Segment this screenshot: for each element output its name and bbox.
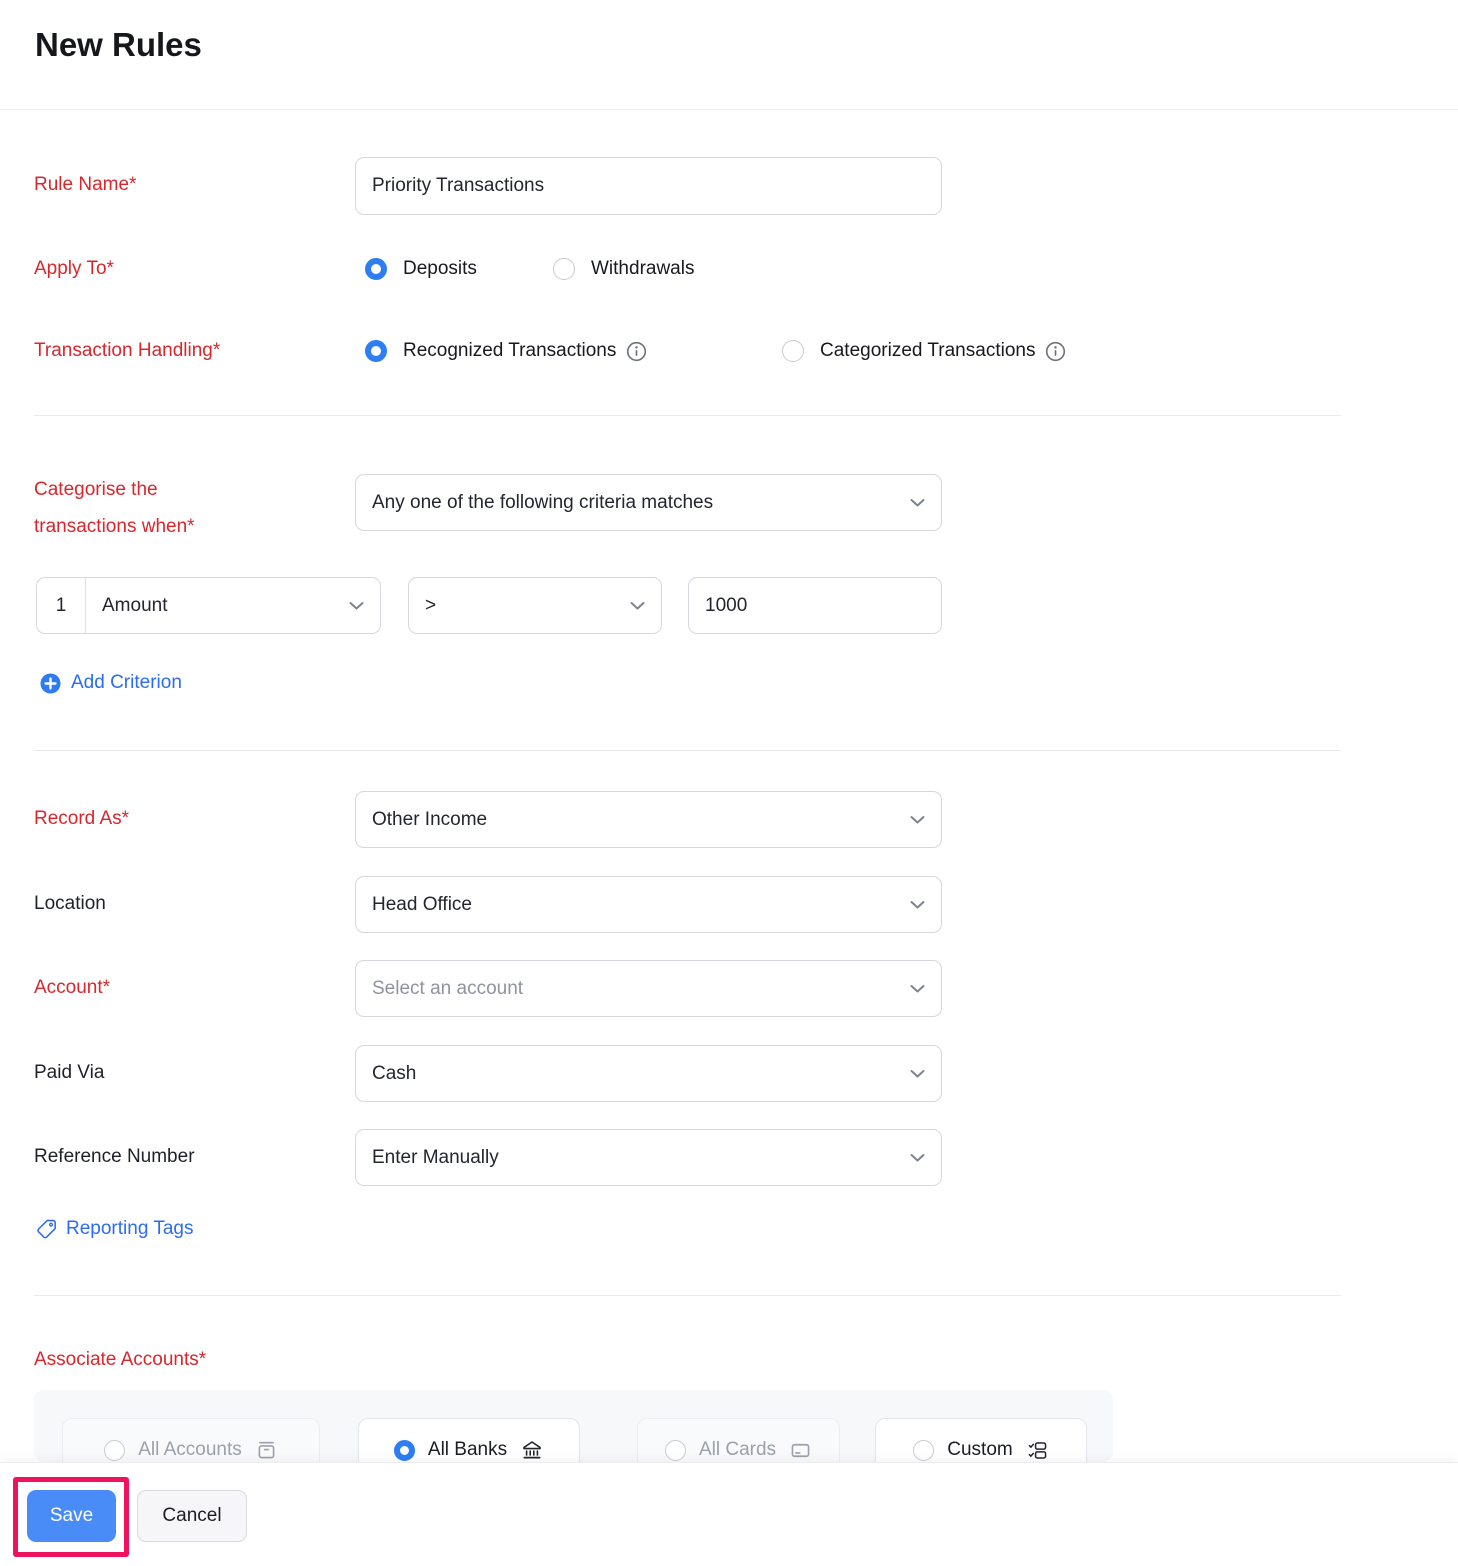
- radio-selected-icon[interactable]: [394, 1440, 415, 1461]
- reporting-tags-link[interactable]: [36, 1218, 193, 1240]
- account-label: Account*: [34, 977, 111, 998]
- apply-to-label: Apply To*: [34, 258, 114, 279]
- chevron-down-icon: [630, 601, 645, 610]
- section-divider: [34, 415, 1341, 416]
- all-accounts-icon: [255, 1439, 278, 1462]
- radio-unselected-icon[interactable]: [782, 340, 804, 362]
- record-as-label: Record As*: [34, 808, 130, 829]
- criterion-field-select[interactable]: [86, 578, 380, 633]
- rule-name-label: Rule Name*: [34, 174, 137, 195]
- categorise-when-label-line1: Categorise the: [34, 479, 158, 500]
- option-custom[interactable]: [875, 1418, 1087, 1462]
- radio-unselected-icon[interactable]: [913, 1440, 934, 1461]
- location-select[interactable]: [355, 876, 942, 933]
- associate-accounts-label: Associate Accounts*: [34, 1349, 207, 1370]
- reference-number-label: Reference Number: [34, 1146, 195, 1167]
- location-value: Head Office: [372, 893, 472, 915]
- radio-recognized-label: Recognized Transactions: [403, 340, 617, 361]
- custom-list-icon: [1026, 1439, 1049, 1462]
- save-button[interactable]: Save: [27, 1490, 116, 1542]
- add-circle-icon: [40, 673, 61, 694]
- option-all-banks[interactable]: [358, 1418, 580, 1462]
- transaction-handling-radio-group: [365, 339, 1066, 363]
- all-accounts-label: All Accounts: [138, 1439, 242, 1460]
- reporting-tags-label: Reporting Tags: [66, 1218, 194, 1239]
- section-divider: [34, 1295, 1341, 1296]
- option-all-accounts[interactable]: [62, 1418, 320, 1462]
- chevron-down-icon: [349, 601, 364, 610]
- criterion-value-input[interactable]: [688, 577, 942, 634]
- paid-via-label: Paid Via: [34, 1062, 105, 1083]
- chevron-down-icon: [910, 498, 925, 507]
- paid-via-select[interactable]: [355, 1045, 942, 1102]
- section-divider: [34, 750, 1341, 751]
- radio-categorized-label: Categorized Transactions: [820, 340, 1036, 361]
- criteria-match-type-value: Any one of the following criteria matches: [372, 491, 714, 513]
- criterion-comparator-select[interactable]: [408, 577, 662, 634]
- location-label: Location: [34, 893, 106, 914]
- radio-selected-icon[interactable]: [365, 340, 387, 362]
- add-criterion-link[interactable]: [40, 672, 182, 694]
- apply-to-radio-group: [365, 257, 694, 281]
- radio-deposits-label: Deposits: [403, 258, 477, 279]
- all-cards-label: All Cards: [698, 1439, 777, 1460]
- criterion-comparator-value: >: [425, 594, 437, 616]
- transaction-handling-label: Transaction Handling*: [34, 340, 221, 361]
- chevron-down-icon: [910, 1153, 925, 1162]
- categorise-when-label-line2: transactions when*: [34, 516, 195, 537]
- chevron-down-icon: [910, 815, 925, 824]
- criterion-field-value: Amount: [102, 594, 168, 616]
- radio-withdrawals[interactable]: [553, 258, 694, 280]
- categorise-when-label: [34, 471, 314, 545]
- criterion-index: 1: [37, 578, 86, 633]
- info-icon[interactable]: [626, 341, 647, 362]
- header-divider: [0, 109, 1458, 110]
- chevron-down-icon: [910, 984, 925, 993]
- associate-accounts-panel: [34, 1390, 1113, 1462]
- reference-number-value: Enter Manually: [372, 1146, 499, 1168]
- radio-unselected-icon[interactable]: [553, 258, 575, 280]
- all-banks-label: All Banks: [427, 1439, 508, 1460]
- add-criterion-label: Add Criterion: [71, 672, 182, 693]
- option-all-cards[interactable]: [637, 1418, 840, 1462]
- radio-deposits[interactable]: [365, 258, 553, 280]
- radio-selected-icon[interactable]: [365, 258, 387, 280]
- cancel-button[interactable]: Cancel: [137, 1490, 247, 1542]
- radio-unselected-icon[interactable]: [665, 1440, 686, 1461]
- radio-categorized-transactions[interactable]: [782, 340, 1066, 362]
- chevron-down-icon: [910, 900, 925, 909]
- paid-via-value: Cash: [372, 1062, 417, 1084]
- credit-card-icon: [789, 1439, 812, 1462]
- account-select[interactable]: [355, 960, 942, 1017]
- chevron-down-icon: [910, 1069, 925, 1078]
- criterion-row: [36, 577, 381, 634]
- rule-name-input[interactable]: [355, 157, 942, 215]
- reference-number-select[interactable]: [355, 1129, 942, 1186]
- page-title: New Rules: [35, 26, 202, 63]
- tag-icon: [36, 1218, 58, 1240]
- record-as-select[interactable]: [355, 791, 942, 848]
- radio-unselected-icon[interactable]: [104, 1440, 125, 1461]
- custom-label: Custom: [947, 1439, 1013, 1460]
- record-as-value: Other Income: [372, 808, 488, 830]
- radio-withdrawals-label: Withdrawals: [591, 258, 695, 279]
- radio-recognized-transactions[interactable]: [365, 340, 782, 362]
- criteria-match-type-select[interactable]: [355, 474, 942, 531]
- account-placeholder: Select an account: [372, 977, 524, 999]
- bank-icon: [520, 1438, 544, 1462]
- info-icon[interactable]: [1045, 341, 1066, 362]
